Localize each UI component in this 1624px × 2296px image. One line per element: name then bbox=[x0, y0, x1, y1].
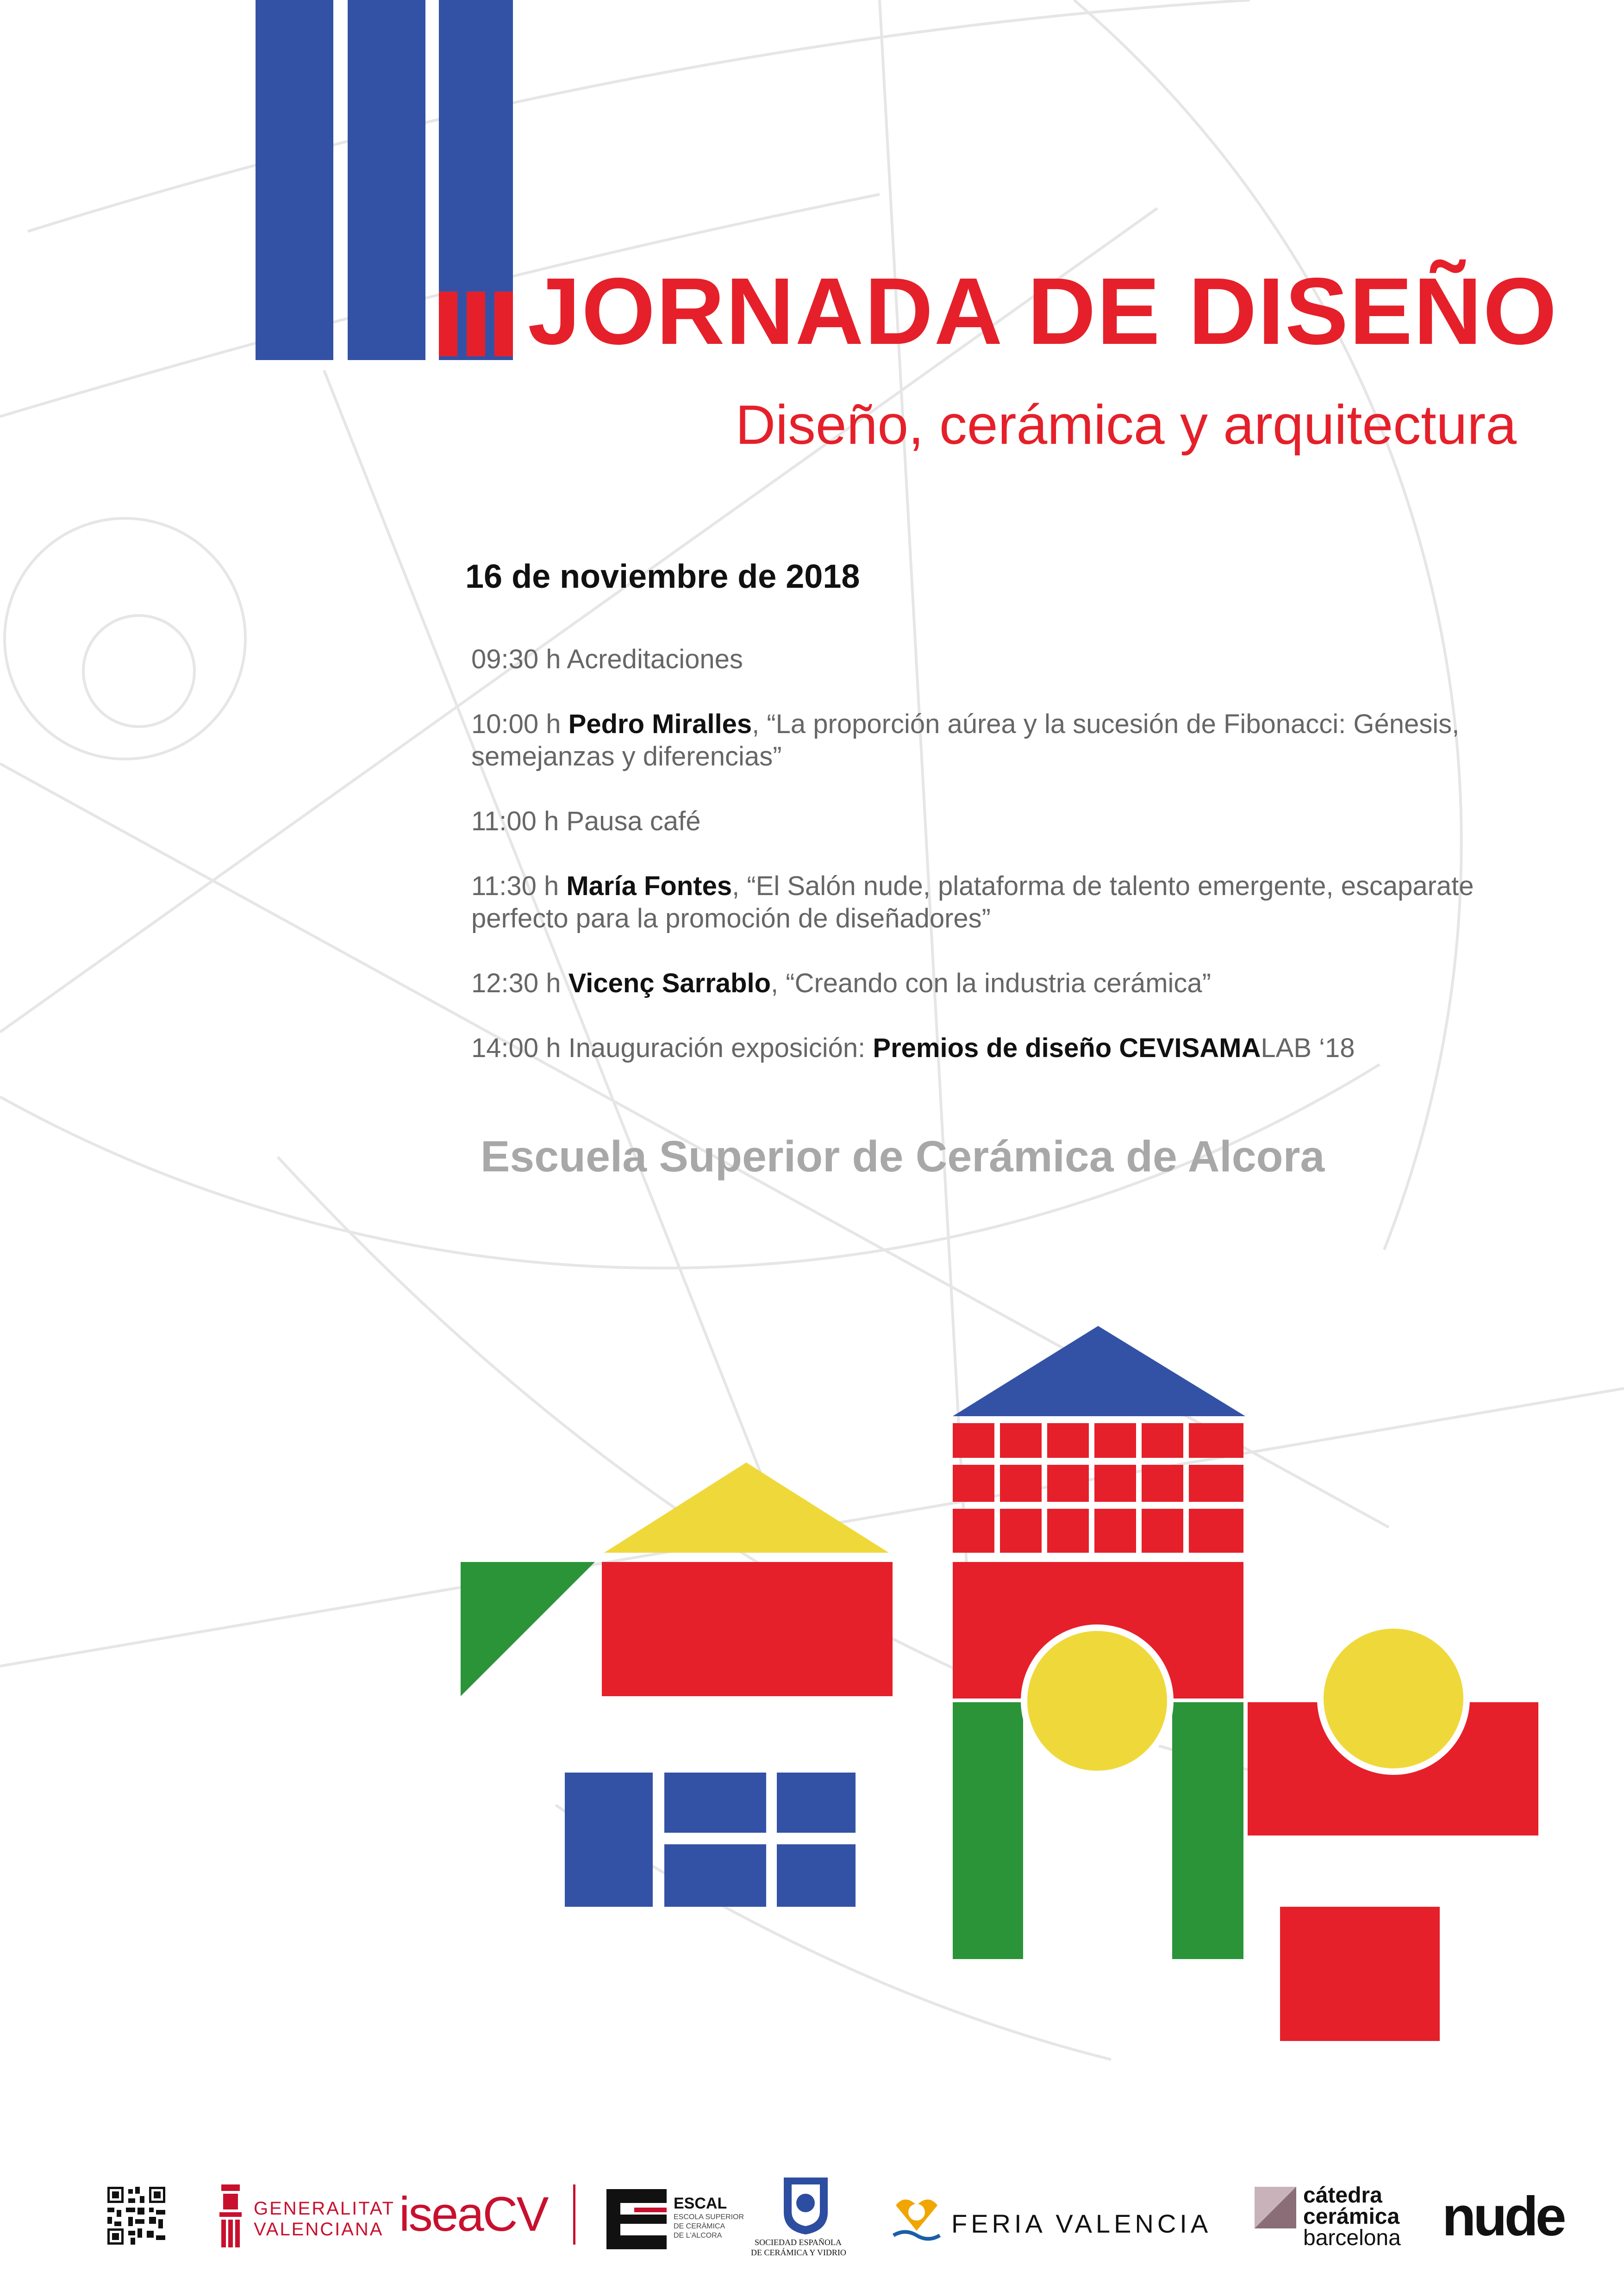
iseacv-logo: iseaCV bbox=[399, 2187, 548, 2241]
catedra-line2: cerámica bbox=[1303, 2204, 1400, 2229]
catedra-mark-icon bbox=[1255, 2187, 1296, 2228]
event-date: 16 de noviembre de 2018 bbox=[465, 558, 860, 595]
sociedad-shield-icon bbox=[781, 2175, 830, 2235]
escal-title: ESCAL bbox=[674, 2195, 727, 2212]
programme-item: 10:00 h Pedro Miralles, “La proporción aúrea y la sucesión de Fibonacci: Génesis, semejanzas y diferencias” bbox=[471, 709, 1460, 772]
speaker-name: María Fontes bbox=[566, 871, 732, 901]
qr-code-icon bbox=[107, 2187, 165, 2245]
numeral-stroke bbox=[467, 292, 485, 356]
blue-tower-roof bbox=[953, 1326, 1245, 1416]
sociedad-line2: DE CERÁMICA Y VIDRIO bbox=[751, 2248, 846, 2257]
generalitat-crest-icon bbox=[217, 2184, 244, 2249]
event-title: JORNADA DE DISEÑO bbox=[528, 258, 1558, 364]
building-blocks-illustration bbox=[0, 1296, 1624, 2083]
programme-item: 11:30 h María Fontes, “El Salón nude, plataforma de talento emergente, escaparate perfecto para la promoción de diseñadores” bbox=[471, 871, 1474, 933]
yellow-roof-block bbox=[604, 1462, 889, 1553]
programme-item: 09:30 h Acreditaciones bbox=[471, 644, 743, 674]
yellow-circle-tower bbox=[1024, 1628, 1170, 1774]
green-pillar-right bbox=[1172, 1702, 1243, 1959]
blue-window-block bbox=[565, 1773, 856, 1907]
green-triangle-block bbox=[461, 1562, 595, 1696]
nude-logo: nude bbox=[1442, 2185, 1564, 2247]
escal-sub2: DE CERÀMICA bbox=[674, 2222, 725, 2230]
speaker-name: Pedro Miralles bbox=[568, 709, 752, 739]
catedra-line1: cátedra bbox=[1303, 2183, 1382, 2208]
escal-mark-icon bbox=[606, 2189, 667, 2249]
red-house-block bbox=[602, 1562, 893, 1696]
header-bar-2 bbox=[348, 0, 425, 360]
event-venue: Escuela Superior de Cerámica de Alcora bbox=[481, 1132, 1325, 1181]
green-pillar-left bbox=[953, 1702, 1023, 1959]
numeral-stroke bbox=[439, 292, 457, 356]
generalitat-line2: VALENCIANA bbox=[254, 2219, 384, 2240]
feria-valencia-icon bbox=[891, 2191, 942, 2242]
yellow-circle-right bbox=[1320, 1625, 1467, 1772]
red-small-block bbox=[1280, 1907, 1440, 2041]
sponsor-logos-footer bbox=[0, 2166, 1624, 2259]
programme-list bbox=[471, 643, 1536, 1097]
programme-item: 14:00 h Inauguración exposición: Premios de diseño CEVISAMALAB ‘18 bbox=[471, 1033, 1355, 1063]
sociedad-line1: SOCIEDAD ESPAÑOLA bbox=[755, 2238, 842, 2247]
programme-item: 12:30 h Vicenç Sarrablo, “Creando con la industria cerámica” bbox=[471, 968, 1211, 998]
catedra-line3: barcelona bbox=[1303, 2226, 1401, 2250]
numeral-stroke bbox=[494, 292, 513, 356]
escal-sub3: DE L'ALCORA bbox=[674, 2232, 722, 2240]
escal-sub1: ESCOLA SUPERIOR bbox=[674, 2213, 744, 2221]
edition-numeral bbox=[439, 259, 518, 356]
red-tile-grid bbox=[953, 1423, 1243, 1553]
logo-divider bbox=[573, 2184, 575, 2245]
header-bar-1 bbox=[256, 0, 333, 360]
generalitat-line1: GENERALITAT bbox=[254, 2198, 395, 2219]
programme-item: 11:00 h Pausa café bbox=[471, 806, 701, 836]
speaker-name: Vicenç Sarrablo bbox=[568, 968, 771, 998]
feria-valencia-logo: FERIA VALENCIA bbox=[951, 2209, 1212, 2238]
event-subtitle: Diseño, cerámica y arquitectura bbox=[735, 394, 1517, 456]
